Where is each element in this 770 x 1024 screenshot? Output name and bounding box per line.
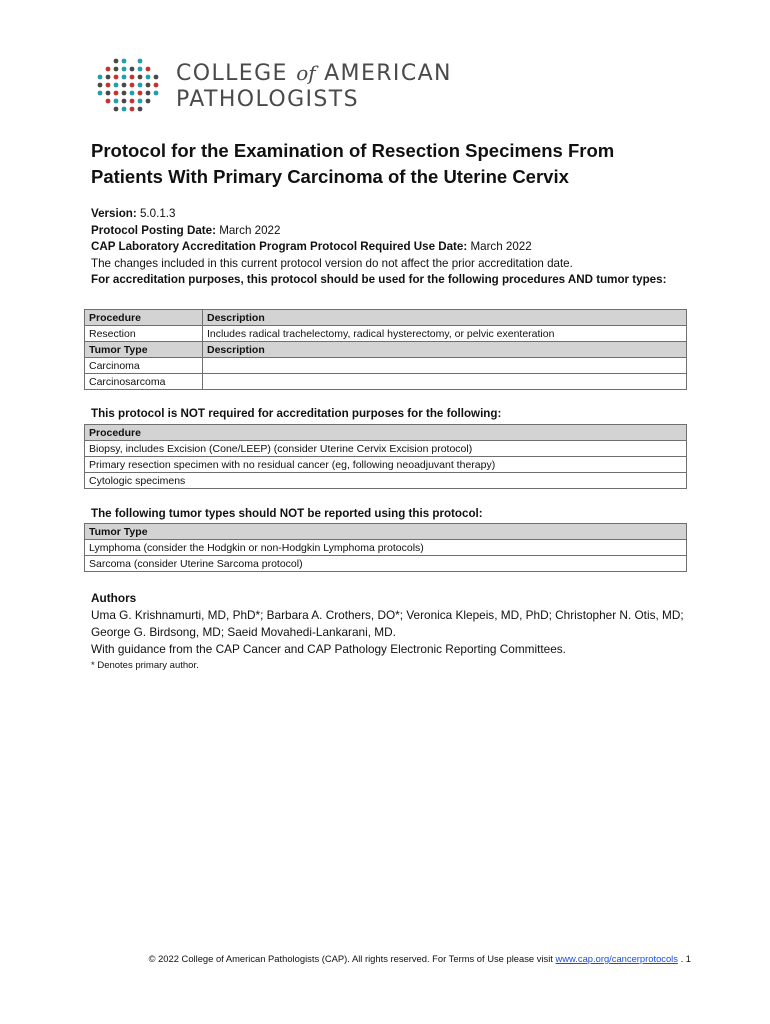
- table-header-row: [85, 524, 687, 540]
- table-row: [85, 358, 687, 374]
- copyright-text: © 2022 College of American Pathologists (CAP). All rights reserved. For Terms of Use please visit: [148, 953, 553, 964]
- required-use-line: CAP Laboratory Accreditation Program Protocol Required Use Date: March 2022: [91, 240, 532, 254]
- logo-word-american: AMERICAN: [324, 61, 452, 86]
- table-row: [85, 457, 687, 473]
- not-required-heading: This protocol is NOT required for accreditation purposes for the following:: [91, 407, 502, 420]
- document-title: Protocol for the Examination of Resection Specimens From Patients With Primary Carcinoma of the Uterine Cervix: [91, 140, 615, 187]
- page-footer: [91, 953, 691, 964]
- description-header: Description: [203, 310, 687, 326]
- logo-wordmark: [176, 60, 452, 113]
- description-header: Description: [203, 342, 687, 358]
- changes-note: The changes included in this current protocol version do not affect the prior accreditation date.: [91, 256, 573, 270]
- guidance-note: With guidance from the CAP Cancer and CAP Pathology Electronic Reporting Committees.: [91, 642, 566, 656]
- accreditation-note: For accreditation purposes, this protocol should be used for the following procedures AND tumor types:: [91, 273, 667, 287]
- excluded-tumors-heading: The following tumor types should NOT be reported using this protocol:: [91, 507, 483, 520]
- table-header-row: [85, 342, 687, 358]
- logo-word-college: COLLEGE: [176, 61, 288, 86]
- protocol-metadata: [91, 206, 691, 289]
- table-header-row: [85, 425, 687, 441]
- procedure-cell: Biopsy, includes Excision (Cone/LEEP) (consider Uterine Cervix Excision protocol): [85, 441, 687, 457]
- procedure-cell: Cytologic specimens: [85, 473, 687, 489]
- tumor-type-cell: Sarcoma (consider Uterine Sarcoma protocol): [85, 556, 687, 572]
- author-names: Uma G. Krishnamurti, MD, PhD*; Barbara A. Crothers, DO*; Veronica Klepeis, MD, PhD; Christopher N. Otis, MD; George G. Birdsong, MD; Saeid Movahedi-Lankarani, MD.: [91, 608, 684, 639]
- version-line: Version: 5.0.1.3: [91, 207, 176, 220]
- table-header-row: [85, 310, 687, 326]
- procedure-cell: Primary resection specimen with no residual cancer (eg, following neoadjuvant therapy): [85, 457, 687, 473]
- cap-dots-logo-icon: [96, 56, 160, 114]
- tumor-type-cell: Carcinosarcoma: [85, 374, 203, 390]
- procedure-header: Procedure: [85, 425, 687, 441]
- description-cell: [203, 358, 687, 374]
- authors-heading: Authors: [91, 591, 137, 605]
- table-row: [85, 326, 687, 342]
- description-cell: Includes radical trachelectomy, radical hysterectomy, or pelvic exenteration: [203, 326, 687, 342]
- procedure-header: Procedure: [85, 310, 203, 326]
- logo-word-pathologists: PATHOLOGISTS: [176, 87, 359, 112]
- posting-date-line: Protocol Posting Date: March 2022: [91, 223, 281, 237]
- table-row: [85, 374, 687, 390]
- primary-author-note: * Denotes primary author.: [91, 660, 199, 671]
- tumor-type-header: Tumor Type: [85, 524, 687, 540]
- table-row: [85, 441, 687, 457]
- procedure-cell: Resection: [85, 326, 203, 342]
- description-cell: [203, 374, 687, 390]
- tumor-type-header: Tumor Type: [85, 342, 203, 358]
- cancer-protocols-link[interactable]: www.cap.org/cancerprotocols: [555, 953, 678, 964]
- authors-section: [91, 590, 691, 674]
- not-required-table: [84, 424, 687, 489]
- procedures-table: [84, 309, 687, 390]
- cap-logo: [96, 56, 476, 116]
- table-row: [85, 540, 687, 556]
- table-row: [85, 556, 687, 572]
- tumor-type-cell: Carcinoma: [85, 358, 203, 374]
- excluded-tumors-table: [84, 523, 687, 572]
- page-number: . 1: [680, 953, 691, 964]
- logo-word-of: of: [296, 61, 316, 85]
- table-row: [85, 473, 687, 489]
- tumor-type-cell: Lymphoma (consider the Hodgkin or non-Hodgkin Lymphoma protocols): [85, 540, 687, 556]
